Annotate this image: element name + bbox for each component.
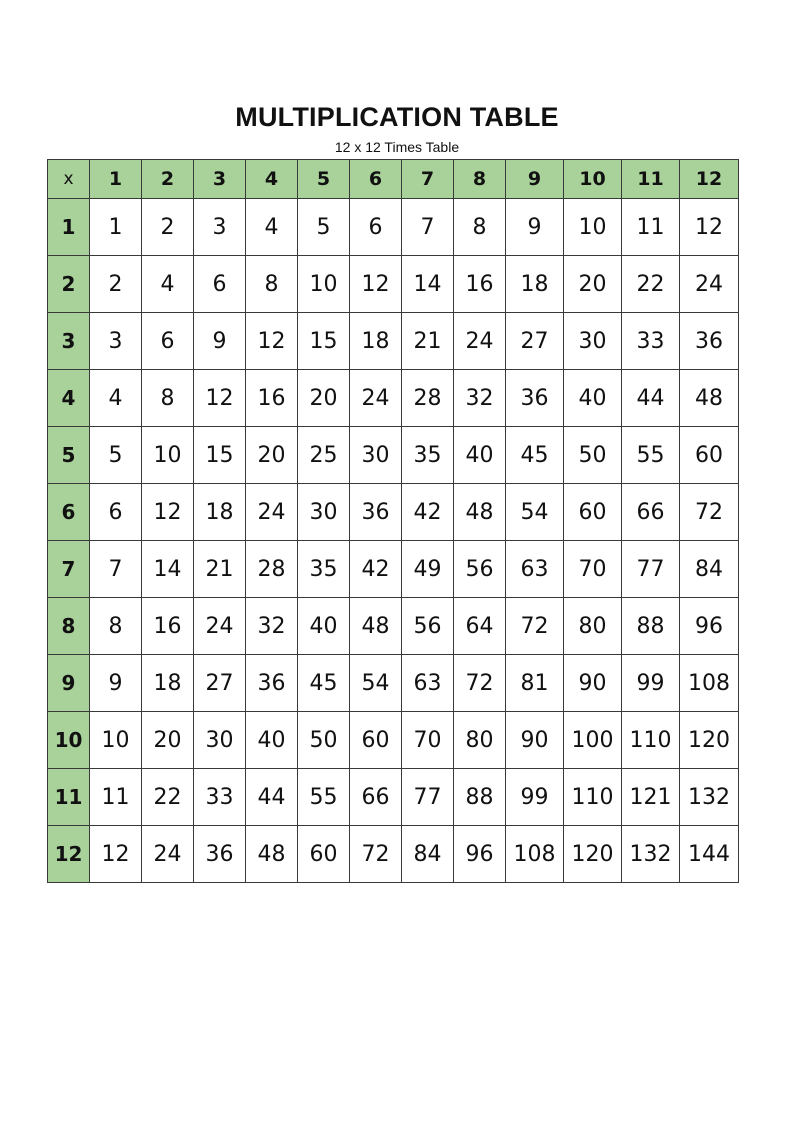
- product-cell: 55: [298, 769, 350, 826]
- product-cell: 8: [246, 256, 298, 313]
- table-row: [48, 484, 739, 541]
- row-header: 11: [48, 769, 90, 826]
- product-cell: 6: [90, 484, 142, 541]
- product-cell: 8: [454, 199, 506, 256]
- product-cell: 28: [402, 370, 454, 427]
- product-cell: 44: [246, 769, 298, 826]
- product-cell: 12: [680, 199, 739, 256]
- table-row: [48, 712, 739, 769]
- product-cell: 77: [402, 769, 454, 826]
- product-cell: 108: [506, 826, 564, 883]
- column-header: 12: [680, 160, 739, 199]
- product-cell: 2: [142, 199, 194, 256]
- table-row: [48, 427, 739, 484]
- product-cell: 11: [622, 199, 680, 256]
- product-cell: 24: [350, 370, 402, 427]
- row-header: 8: [48, 598, 90, 655]
- product-cell: 48: [350, 598, 402, 655]
- product-cell: 10: [564, 199, 622, 256]
- product-cell: 49: [402, 541, 454, 598]
- product-cell: 18: [142, 655, 194, 712]
- product-cell: 8: [90, 598, 142, 655]
- product-cell: 35: [402, 427, 454, 484]
- product-cell: 32: [246, 598, 298, 655]
- product-cell: 45: [506, 427, 564, 484]
- product-cell: 84: [680, 541, 739, 598]
- column-header: 1: [90, 160, 142, 199]
- product-cell: 30: [350, 427, 402, 484]
- product-cell: 21: [194, 541, 246, 598]
- product-cell: 9: [506, 199, 564, 256]
- table-row: [48, 313, 739, 370]
- product-cell: 22: [622, 256, 680, 313]
- product-cell: 12: [194, 370, 246, 427]
- product-cell: 1: [90, 199, 142, 256]
- product-cell: 50: [564, 427, 622, 484]
- product-cell: 22: [142, 769, 194, 826]
- product-cell: 60: [564, 484, 622, 541]
- product-cell: 20: [142, 712, 194, 769]
- product-cell: 4: [142, 256, 194, 313]
- product-cell: 110: [622, 712, 680, 769]
- row-header: 10: [48, 712, 90, 769]
- product-cell: 10: [142, 427, 194, 484]
- product-cell: 36: [506, 370, 564, 427]
- row-header: 7: [48, 541, 90, 598]
- product-cell: 63: [402, 655, 454, 712]
- product-cell: 132: [622, 826, 680, 883]
- product-cell: 36: [350, 484, 402, 541]
- product-cell: 11: [90, 769, 142, 826]
- product-cell: 20: [564, 256, 622, 313]
- product-cell: 12: [246, 313, 298, 370]
- row-header: 2: [48, 256, 90, 313]
- product-cell: 70: [402, 712, 454, 769]
- table-row: [48, 769, 739, 826]
- product-cell: 40: [454, 427, 506, 484]
- product-cell: 36: [194, 826, 246, 883]
- product-cell: 48: [454, 484, 506, 541]
- table-row: [48, 199, 739, 256]
- product-cell: 40: [298, 598, 350, 655]
- product-cell: 30: [564, 313, 622, 370]
- product-cell: 3: [194, 199, 246, 256]
- product-cell: 20: [298, 370, 350, 427]
- product-cell: 84: [402, 826, 454, 883]
- product-cell: 100: [564, 712, 622, 769]
- product-cell: 77: [622, 541, 680, 598]
- product-cell: 8: [142, 370, 194, 427]
- product-cell: 24: [194, 598, 246, 655]
- product-cell: 108: [680, 655, 739, 712]
- product-cell: 24: [680, 256, 739, 313]
- row-header: 5: [48, 427, 90, 484]
- product-cell: 6: [194, 256, 246, 313]
- product-cell: 18: [350, 313, 402, 370]
- table-row: [48, 541, 739, 598]
- product-cell: 80: [564, 598, 622, 655]
- table-header-row: [48, 160, 739, 199]
- table-row: [48, 655, 739, 712]
- product-cell: 72: [680, 484, 739, 541]
- product-cell: 28: [246, 541, 298, 598]
- column-header: 11: [622, 160, 680, 199]
- row-header: 6: [48, 484, 90, 541]
- product-cell: 12: [142, 484, 194, 541]
- product-cell: 30: [194, 712, 246, 769]
- product-cell: 10: [90, 712, 142, 769]
- product-cell: 110: [564, 769, 622, 826]
- product-cell: 16: [142, 598, 194, 655]
- column-header: 5: [298, 160, 350, 199]
- product-cell: 60: [680, 427, 739, 484]
- product-cell: 45: [298, 655, 350, 712]
- row-header: 4: [48, 370, 90, 427]
- table-corner-cell: x: [48, 160, 90, 199]
- product-cell: 72: [454, 655, 506, 712]
- product-cell: 24: [454, 313, 506, 370]
- column-header: 8: [454, 160, 506, 199]
- product-cell: 72: [506, 598, 564, 655]
- product-cell: 96: [680, 598, 739, 655]
- column-header: 7: [402, 160, 454, 199]
- product-cell: 32: [454, 370, 506, 427]
- product-cell: 15: [298, 313, 350, 370]
- product-cell: 64: [454, 598, 506, 655]
- product-cell: 42: [350, 541, 402, 598]
- product-cell: 4: [90, 370, 142, 427]
- product-cell: 21: [402, 313, 454, 370]
- product-cell: 48: [246, 826, 298, 883]
- product-cell: 72: [350, 826, 402, 883]
- product-cell: 42: [402, 484, 454, 541]
- product-cell: 30: [298, 484, 350, 541]
- column-header: 2: [142, 160, 194, 199]
- product-cell: 20: [246, 427, 298, 484]
- product-cell: 144: [680, 826, 739, 883]
- product-cell: 12: [90, 826, 142, 883]
- table-row: [48, 598, 739, 655]
- product-cell: 120: [564, 826, 622, 883]
- product-cell: 36: [246, 655, 298, 712]
- product-cell: 132: [680, 769, 739, 826]
- product-cell: 99: [622, 655, 680, 712]
- product-cell: 16: [454, 256, 506, 313]
- product-cell: 50: [298, 712, 350, 769]
- product-cell: 15: [194, 427, 246, 484]
- column-header: 3: [194, 160, 246, 199]
- product-cell: 14: [402, 256, 454, 313]
- product-cell: 40: [246, 712, 298, 769]
- product-cell: 24: [142, 826, 194, 883]
- product-cell: 81: [506, 655, 564, 712]
- product-cell: 4: [246, 199, 298, 256]
- row-header: 12: [48, 826, 90, 883]
- row-header: 3: [48, 313, 90, 370]
- column-header: 9: [506, 160, 564, 199]
- product-cell: 14: [142, 541, 194, 598]
- product-cell: 3: [90, 313, 142, 370]
- product-cell: 25: [298, 427, 350, 484]
- product-cell: 6: [142, 313, 194, 370]
- product-cell: 121: [622, 769, 680, 826]
- table-row: [48, 370, 739, 427]
- column-header: 4: [246, 160, 298, 199]
- product-cell: 90: [506, 712, 564, 769]
- product-cell: 44: [622, 370, 680, 427]
- product-cell: 35: [298, 541, 350, 598]
- row-header: 1: [48, 199, 90, 256]
- product-cell: 66: [350, 769, 402, 826]
- product-cell: 18: [194, 484, 246, 541]
- product-cell: 99: [506, 769, 564, 826]
- product-cell: 54: [506, 484, 564, 541]
- product-cell: 54: [350, 655, 402, 712]
- product-cell: 56: [402, 598, 454, 655]
- product-cell: 66: [622, 484, 680, 541]
- product-cell: 70: [564, 541, 622, 598]
- product-cell: 12: [350, 256, 402, 313]
- product-cell: 60: [298, 826, 350, 883]
- column-header: 6: [350, 160, 402, 199]
- product-cell: 18: [506, 256, 564, 313]
- product-cell: 60: [350, 712, 402, 769]
- product-cell: 5: [298, 199, 350, 256]
- product-cell: 7: [90, 541, 142, 598]
- product-cell: 33: [194, 769, 246, 826]
- product-cell: 48: [680, 370, 739, 427]
- table-row: [48, 256, 739, 313]
- product-cell: 9: [90, 655, 142, 712]
- product-cell: 88: [622, 598, 680, 655]
- table-row: [48, 826, 739, 883]
- product-cell: 9: [194, 313, 246, 370]
- product-cell: 63: [506, 541, 564, 598]
- product-cell: 120: [680, 712, 739, 769]
- product-cell: 96: [454, 826, 506, 883]
- column-header: 10: [564, 160, 622, 199]
- product-cell: 2: [90, 256, 142, 313]
- product-cell: 88: [454, 769, 506, 826]
- product-cell: 7: [402, 199, 454, 256]
- product-cell: 33: [622, 313, 680, 370]
- product-cell: 10: [298, 256, 350, 313]
- page-title: MULTIPLICATION TABLE: [235, 102, 559, 132]
- product-cell: 16: [246, 370, 298, 427]
- multiplication-table: [47, 159, 739, 883]
- table-body: [48, 199, 739, 883]
- product-cell: 5: [90, 427, 142, 484]
- product-cell: 40: [564, 370, 622, 427]
- product-cell: 56: [454, 541, 506, 598]
- product-cell: 36: [680, 313, 739, 370]
- product-cell: 6: [350, 199, 402, 256]
- product-cell: 80: [454, 712, 506, 769]
- product-cell: 24: [246, 484, 298, 541]
- product-cell: 90: [564, 655, 622, 712]
- product-cell: 27: [506, 313, 564, 370]
- row-header: 9: [48, 655, 90, 712]
- page-subtitle: 12 x 12 Times Table: [334, 139, 460, 155]
- product-cell: 55: [622, 427, 680, 484]
- product-cell: 27: [194, 655, 246, 712]
